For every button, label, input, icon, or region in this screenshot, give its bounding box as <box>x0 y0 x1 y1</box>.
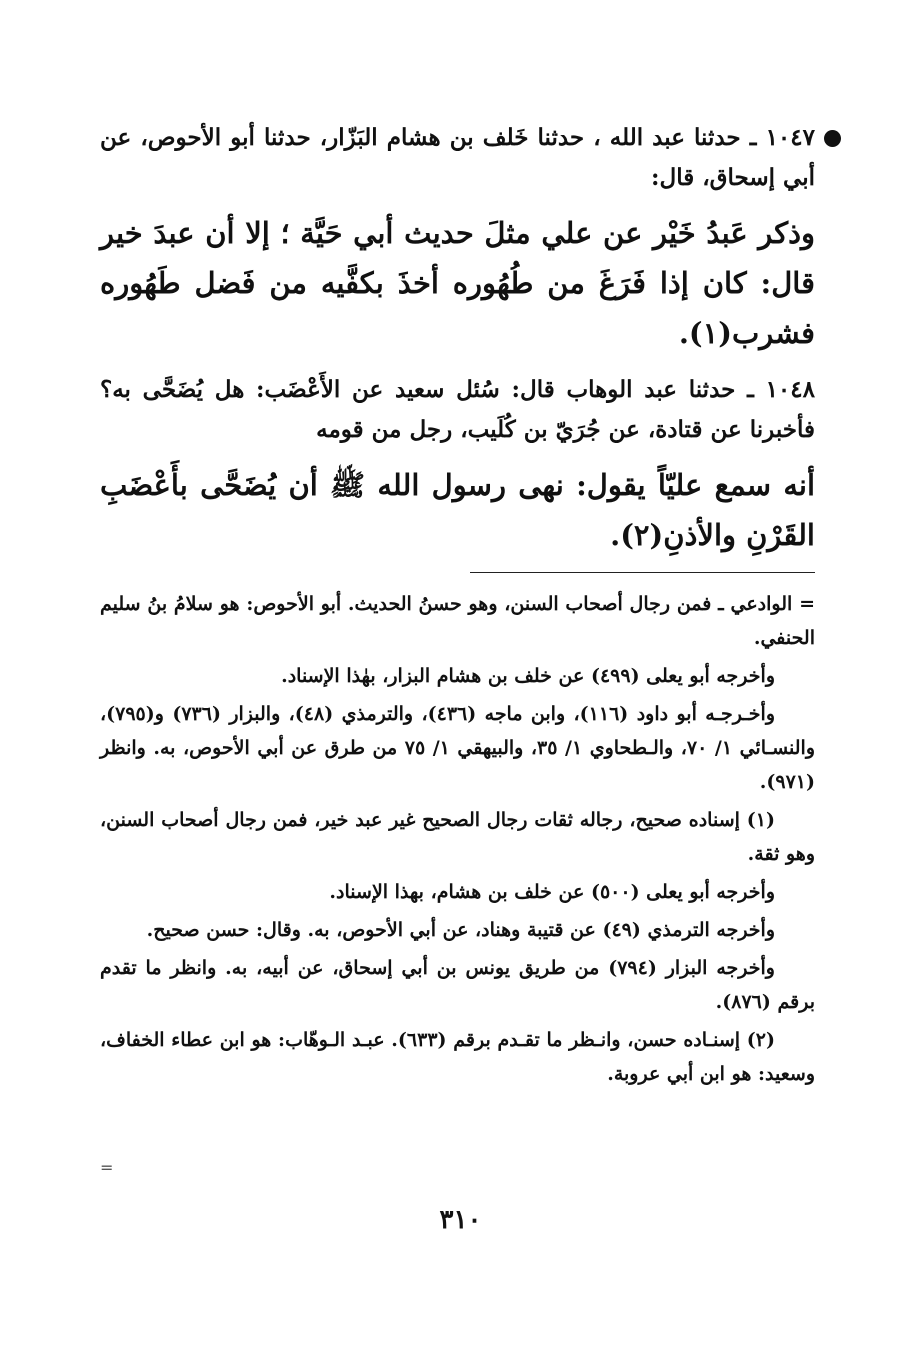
bullet-icon <box>824 130 841 147</box>
hadith-1048-matn: أنه سمع عليّاً يقول: نهى رسول الله ﷺ أن يُضَحَّى بأَعْضَبِ القَرْنِ والأذنِ(٢). <box>100 468 815 552</box>
footnote-paragraph: وأخرجه أبو يعلى (٥٠٠) عن خلف بن هشام، بهذا الإسناد. <box>329 881 775 903</box>
hadith-1047-matn: وذكر عَبدُ خَيْر عن علي مثلَ حديث أبي حَيَّة ؛ إلا أن عبدَ خير قال: كان إذا فَرَغَ من طُهُوره أخذَ بكفَّيه من فَضل طَهُوره فشرب(١). <box>100 216 815 350</box>
hadith-1047-isnad-text: ١٠٤٧ ـ حدثنا عبد الله ، حدثنا خَلف بن هشام البَزّار، حدثنا أبو الأحوص، عن أبي إسحاق، قال: <box>100 124 815 191</box>
page-body <box>100 118 815 1095</box>
footnote-2: (٢) إسنـاده حسن، وانـظر ما تقـدم برقم (٦٣٣). عبـد الـوهّاب: هو ابن عطاء الخفاف، وسعيد: هو ابن أبي عروبة. <box>100 1029 815 1085</box>
hadith-1047-isnad <box>100 118 815 198</box>
footnote-paragraph: وأخرجه البزار (٧٩٤) من طريق يونس بن أبي إسحاق، عن أبيه، به. وانظر ما تقدم برقم (٨٧٦). <box>100 957 815 1013</box>
continuation-mark: = <box>100 1158 114 1177</box>
hadith-1048 <box>100 370 815 560</box>
hadith-1048-isnad: ١٠٤٨ ـ حدثنا عبد الوهاب قال: سُئل سعيد عن الأَعْضَب: هل يُضَحَّى به؟ فأخبرنا عن قتادة، عن جُرَيّ بن كُلَيب، رجل من قومه <box>100 376 815 443</box>
footnote-paragraph: وأخرجه أبو يعلى (٤٩٩) عن خلف بن هشام البزار، بهٰذا الإسناد. <box>281 665 775 687</box>
footnote-paragraph: وأخـرجـه أبو داود (١١٦)، وابن ماجه (٤٣٦)، والترمذي (٤٨)، والبزار (٧٣٦) و(٧٩٥)، والنسـائي ١/ ٧٠، والـطحاوي ١/ ٣٥، والبيهقي ١/ ٧٥ من طرق عن أبي الأحوص، به. وانظر (٩٧١). <box>100 703 816 793</box>
hadith-1047 <box>100 118 815 358</box>
footnotes <box>100 587 815 1091</box>
footnote-paragraph: وأخرجه الترمذي (٤٩) عن قتيبة وهناد، عن أبي الأحوص، به. وقال: حسن صحيح. <box>146 919 775 941</box>
footnote-continuation: = الوادعي ـ فمن رجال أصحاب السنن، وهو حسنُ الحديث. أبو الأحوص: هو سلامُ بنُ سليم الحنفي. <box>100 593 815 649</box>
footnote-divider <box>470 572 815 573</box>
page-number: ٣١٠ <box>439 1205 482 1235</box>
footnote-1: (١) إسناده صحيح، رجاله ثقات رجال الصحيح غير عبد خير، فمن رجال أصحاب السنن، وهو ثقة. <box>100 809 815 865</box>
